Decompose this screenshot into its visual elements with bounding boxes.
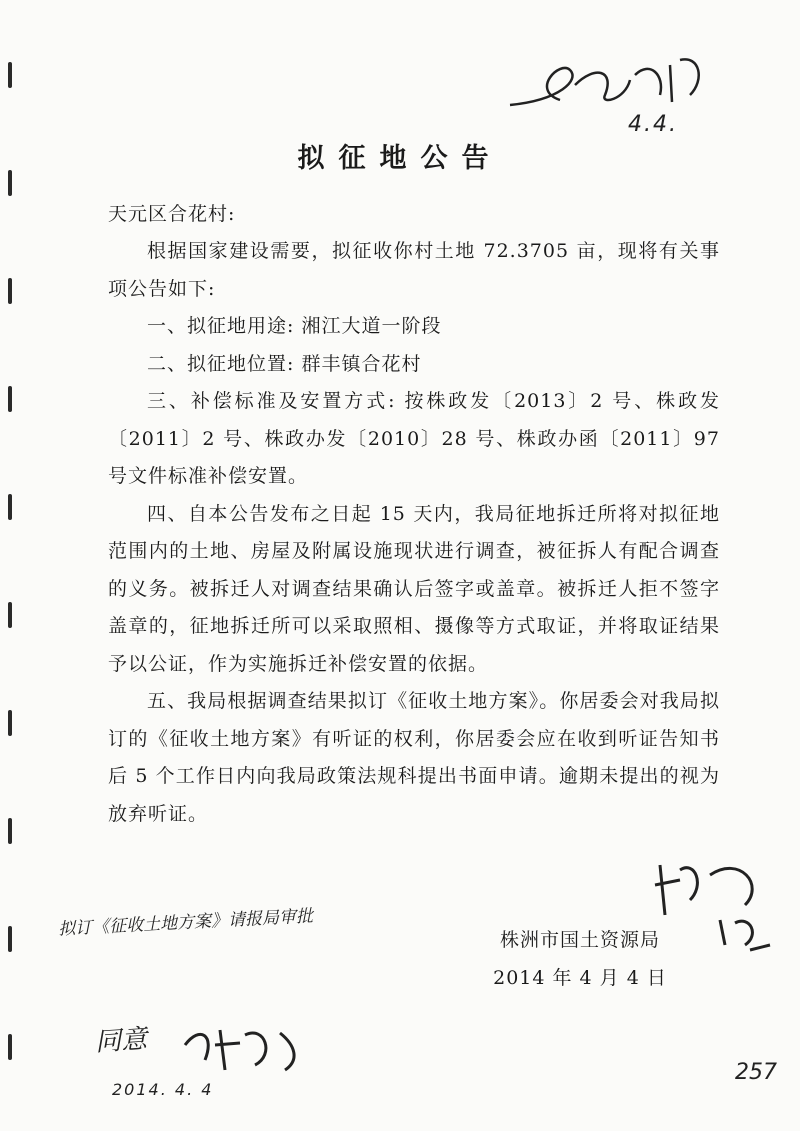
binder-hole (8, 1034, 12, 1060)
handwritten-approval-date: 2014. 4. 4 (112, 1080, 214, 1099)
handwritten-signature-top (500, 40, 730, 130)
document-title: 拟征地公告 (297, 143, 503, 175)
binder-hole (8, 386, 12, 412)
paragraph-item-1: 一、拟征地用途: 湘江大道一阶段 (147, 315, 442, 337)
binder-hole (8, 818, 12, 844)
paragraph-item-3: 三、补偿标准及安置方式: 按株政发〔2013〕2 号、株政发〔2011〕2 号、株政办发〔2010〕28 号、株政办函〔2011〕97 号文件标准补偿安置。 (108, 390, 720, 487)
paragraph-item-2: 二、拟征地位置: 群丰镇合花村 (147, 352, 422, 375)
addressee: 天元区合花村: (108, 203, 236, 225)
body-paragraphs (108, 233, 720, 833)
handwritten-page-number: 257 (735, 1060, 777, 1085)
binder-hole (8, 278, 12, 304)
handwritten-note: 拟订《征收土地方案》请报局审批 (57, 906, 314, 940)
handwritten-approval: 同意 (94, 1024, 149, 1058)
handwritten-date-top: 4.4. (628, 112, 678, 137)
binder-hole (8, 494, 12, 520)
issuer-name: 株洲市国土资源局 (499, 929, 660, 951)
paragraph-item-5: 五、我局根据调查结果拟订《征收土地方案》。你居委会对我局拟订的《征收土地方案》有听证的权利，你居委会应在收到听证告知书后 5 个工作日内向我局政策法规科提出书面申请。逾期未提出的视为放弃听证。 (108, 690, 720, 825)
binder-hole (8, 62, 12, 88)
binder-hole (8, 602, 12, 628)
binder-hole (8, 926, 12, 952)
paragraph-intro: 根据国家建设需要，拟征收你村土地 72.3705 亩，现将有关事项公告如下: (108, 240, 720, 300)
handwritten-signature-bottom (180, 1015, 320, 1075)
issue-date: 2014 年 4 月 4 日 (493, 967, 667, 989)
paragraph-item-4: 四、自本公告发布之日起 15 天内，我局征地拆迁所将对拟征地范围内的土地、房屋及附属设施现状进行调查，被征拆人有配合调查的义务。被拆迁人对调查结果确认后签字或盖章。被拆迁人拒不签字盖章的，征地拆迁所可以采取照相、摄像等方式取证，并将取证结果予以公证，作为实施拆迁补偿安置的依据。 (108, 502, 720, 675)
binder-hole (8, 710, 12, 736)
